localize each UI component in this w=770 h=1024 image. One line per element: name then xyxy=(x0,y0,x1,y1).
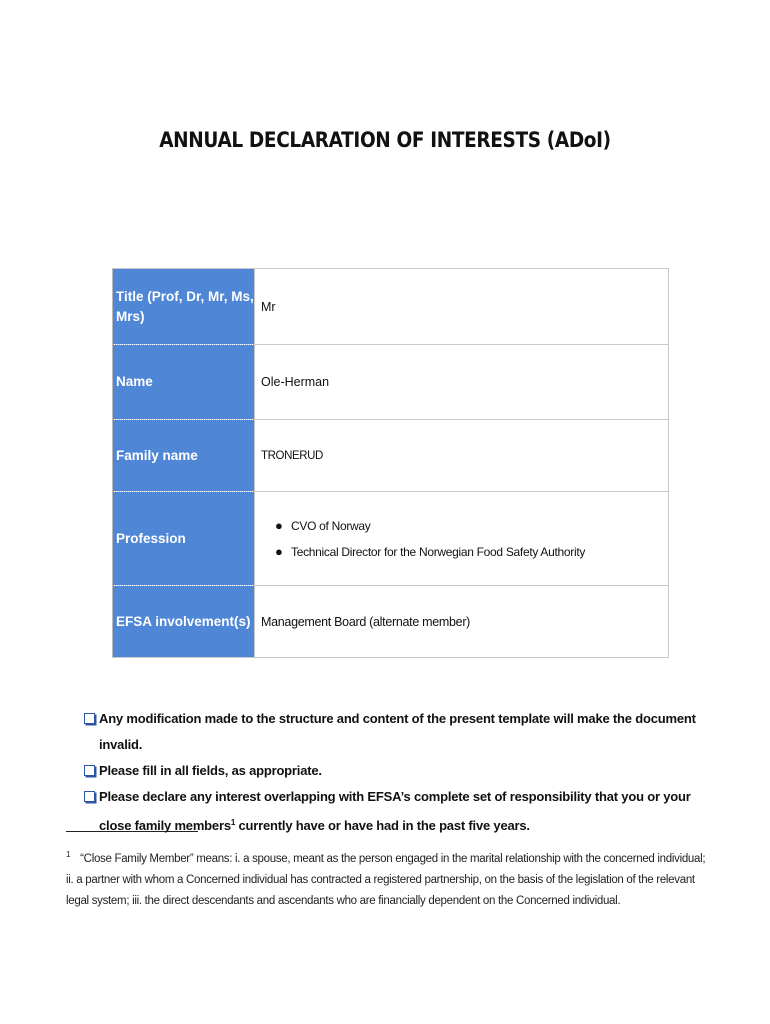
instruction-item xyxy=(84,706,714,758)
footnote-reference[interactable]: 1 xyxy=(230,818,236,827)
instruction-text: Please declare any interest overlapping with EFSA’s complete set of responsibility that you or your close family members xyxy=(99,789,691,833)
profession-item-text: Technical Director for the Norwegian Food Safety Authority xyxy=(291,544,586,559)
profession-list-item xyxy=(275,513,585,539)
form-label-name: Name xyxy=(113,345,254,419)
document-title: ANNUAL DECLARATION OF INTERESTS (ADoI) xyxy=(159,128,611,152)
instruction-item xyxy=(84,758,714,784)
profession-list-item xyxy=(275,539,586,565)
footnote xyxy=(66,844,710,912)
bullet-icon: ● xyxy=(275,517,283,533)
form-row-family-name xyxy=(113,420,668,491)
checkbox-bullet-icon xyxy=(84,765,95,776)
form-row-name xyxy=(113,345,668,419)
profession-list xyxy=(261,513,585,565)
form-value-name[interactable]: Ole-Herman xyxy=(254,345,668,419)
instruction-text: currently have or have had in the past five years. xyxy=(238,818,530,833)
footnote-number: 1 xyxy=(66,850,71,859)
instruction-text: Any modification made to the structure and content of the present template will make the document invalid. xyxy=(99,711,696,752)
form-row-profession xyxy=(113,492,668,585)
checkbox-bullet-icon xyxy=(84,713,95,724)
form-row-efsa-involvement xyxy=(113,586,668,657)
profession-item-text: CVO of Norway xyxy=(291,518,371,533)
instructions-list xyxy=(84,706,714,839)
footnote-text: “Close Family Member” means: i. a spouse, meant as the person engaged in the marital relationship with the concerned individual; ii. a partner with whom a Concerned individual has contracted a registered partnership, on the basis of the legislation of the relevant legal system; iii. the direct descendants and ascendants who are financially dependent on the Concerned individual. xyxy=(66,853,706,907)
declaration-form-table xyxy=(112,268,669,658)
form-label-title: Title (Prof, Dr, Mr, Ms, Mrs) xyxy=(113,269,254,344)
form-label-profession: Profession xyxy=(113,492,254,585)
form-value-family-name[interactable]: TRONERUD xyxy=(254,420,668,491)
form-label-efsa-involvement: EFSA involvement(s) xyxy=(113,586,254,657)
instruction-text: Please fill in all fields, as appropriate. xyxy=(99,763,322,778)
bullet-icon: ● xyxy=(275,543,283,559)
form-row-title xyxy=(113,269,668,344)
form-value-efsa-involvement[interactable]: Management Board (alternate member) xyxy=(254,586,668,657)
checkbox-bullet-icon xyxy=(84,791,95,802)
form-value-title[interactable]: Mr xyxy=(254,269,668,344)
footnote-separator xyxy=(66,831,198,832)
form-value-profession[interactable] xyxy=(254,492,668,585)
form-label-family-name: Family name xyxy=(113,420,254,491)
